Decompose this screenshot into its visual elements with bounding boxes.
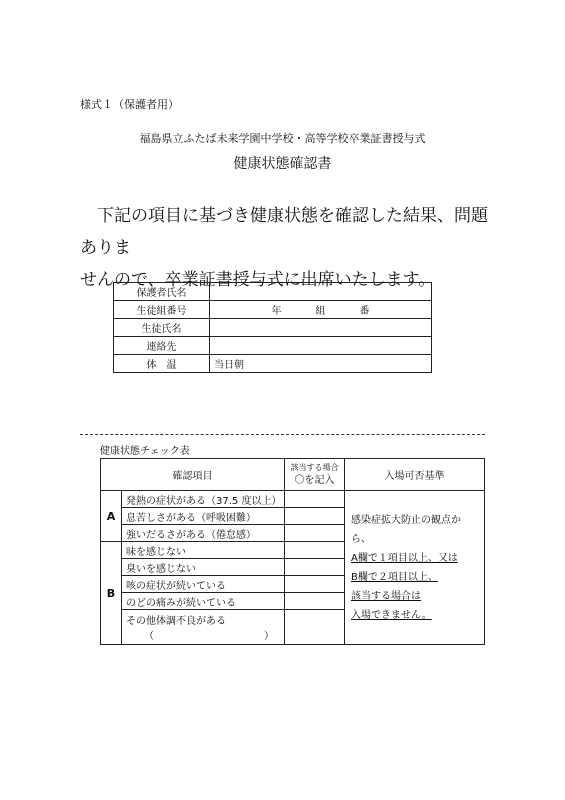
header-applicable-line2: 〇を記入 — [294, 474, 335, 486]
student-name-label: 生徒氏名 — [114, 319, 210, 337]
contact-row — [114, 337, 432, 355]
check-item: 臭いを感じない — [122, 559, 285, 576]
info-table — [113, 282, 432, 373]
cut-line — [80, 434, 485, 435]
check-item: 息苦しさがある（呼吸困難） — [122, 508, 285, 525]
class-number-row — [114, 301, 432, 319]
check-item: 強いだるさがある（倦怠感） — [122, 525, 285, 542]
check-mark-cell[interactable] — [285, 610, 345, 645]
check-item: 発熱の症状がある（37.5 度以上） — [122, 491, 285, 508]
guardian-name-row — [114, 283, 432, 301]
check-table-title: 健康状態チェック表 — [100, 446, 190, 457]
ceremony-title: 福島県立ふたば未来学園中学校・高等学校卒業証書授与式 — [139, 132, 426, 145]
criteria-line-4: 該当する場合は — [351, 590, 421, 602]
criteria-line-1: 感染症拡大防止の観点から、 — [351, 514, 461, 545]
guardian-name-label: 保護者氏名 — [114, 283, 210, 301]
check-row — [101, 491, 485, 508]
header-item: 確認項目 — [101, 459, 285, 491]
student-name-field[interactable] — [210, 319, 432, 337]
year-unit: 年 — [271, 306, 282, 317]
check-item-other — [122, 610, 285, 645]
student-name-row — [114, 319, 432, 337]
other-paren-open: （ — [144, 631, 154, 642]
statement-line-1: 下記の項目に基づき健康状態を確認した結果、問題ありま — [80, 206, 488, 258]
criteria-cell — [345, 491, 485, 645]
guardian-name-field[interactable] — [210, 283, 432, 301]
check-item: のどの痛みが続いている — [122, 593, 285, 610]
other-paren-close: ） — [264, 631, 274, 642]
header-applicable-line1: 該当する場合 — [290, 462, 339, 472]
check-mark-cell[interactable] — [285, 525, 345, 542]
check-mark-cell[interactable] — [285, 542, 345, 559]
check-header-row — [101, 459, 485, 491]
contact-label: 連絡先 — [114, 337, 210, 355]
check-mark-cell[interactable] — [285, 576, 345, 593]
check-mark-cell[interactable] — [285, 491, 345, 508]
header-criteria: 入場可否基準 — [345, 459, 485, 491]
class-unit: 組 — [315, 306, 326, 317]
check-mark-cell[interactable] — [285, 593, 345, 610]
temperature-field[interactable]: 当日朝 — [210, 355, 432, 373]
check-mark-cell[interactable] — [285, 559, 345, 576]
group-a-label: A — [101, 491, 122, 542]
document-title: 健康状態確認書 — [233, 156, 332, 172]
header-applicable — [285, 459, 345, 491]
group-b-label: B — [101, 542, 122, 645]
criteria-line-5: 入場できません。 — [351, 609, 432, 621]
criteria-line-3: B欄で２項目以上、 — [351, 571, 438, 583]
contact-field[interactable] — [210, 337, 432, 355]
criteria-line-2: A欄で１項目以上、又は — [351, 552, 458, 564]
form-number: 様式１（保護者用） — [80, 98, 179, 111]
health-check-table — [100, 458, 485, 645]
check-item: 味を感じない — [122, 542, 285, 559]
temperature-label: 体 温 — [114, 355, 210, 373]
statement-line-2: せんので、卒業証書授与式に出席いたします。 — [80, 270, 436, 290]
class-number-label: 生徒組番号 — [114, 301, 210, 319]
number-unit: 番 — [359, 306, 370, 317]
class-number-field[interactable] — [210, 301, 432, 319]
check-mark-cell[interactable] — [285, 508, 345, 525]
other-detail-field[interactable] — [126, 627, 280, 642]
check-item: 咳の症状が続いている — [122, 576, 285, 593]
other-item-label: その他体調不良がある — [126, 616, 226, 627]
temperature-row — [114, 355, 432, 373]
